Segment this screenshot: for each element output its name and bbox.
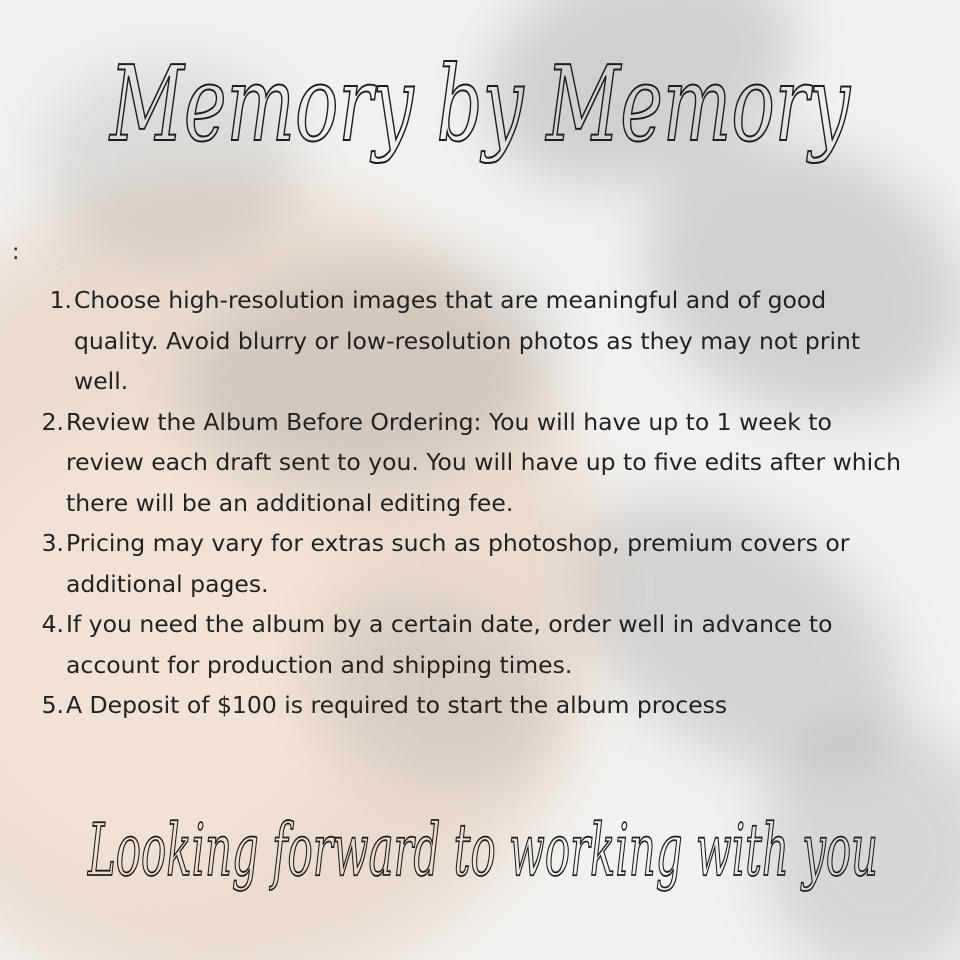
list-item [36, 523, 916, 604]
guidelines-list [36, 280, 916, 726]
list-number: 2. [41, 407, 64, 436]
list-text: Pricing may vary for extras such as photoshop, premium covers or additional pages. [66, 529, 850, 598]
page-title [0, 22, 960, 212]
list-number: 1. [49, 286, 72, 314]
list-text: Choose high-resolution images that are meaningful and of good quality. Avoid blurry or low-resolution photos as they may not print well. [74, 286, 861, 395]
list-text: A Deposit of $100 is required to start the album process [66, 691, 728, 719]
list-text: If you need the album by a certain date, order well in advance to account for production and shipping times. [66, 610, 833, 679]
title-text: Memory by Memory [108, 43, 851, 165]
list-text: Review the Album Before Ordering: You will have up to 1 week to review each draft sent to you. You will have up to five edits after which there will be an additional editing fee. [66, 407, 902, 517]
colon-mark: : [12, 240, 20, 265]
list-item [36, 402, 916, 524]
list-number: 5. [41, 691, 64, 719]
closing-text: Looking forward to working with you [86, 808, 879, 892]
list-number: 3. [41, 529, 64, 557]
list-item [36, 280, 916, 402]
list-item [36, 685, 916, 726]
list-number: 4. [41, 610, 64, 638]
list-item [36, 604, 916, 685]
closing-message [0, 775, 960, 925]
